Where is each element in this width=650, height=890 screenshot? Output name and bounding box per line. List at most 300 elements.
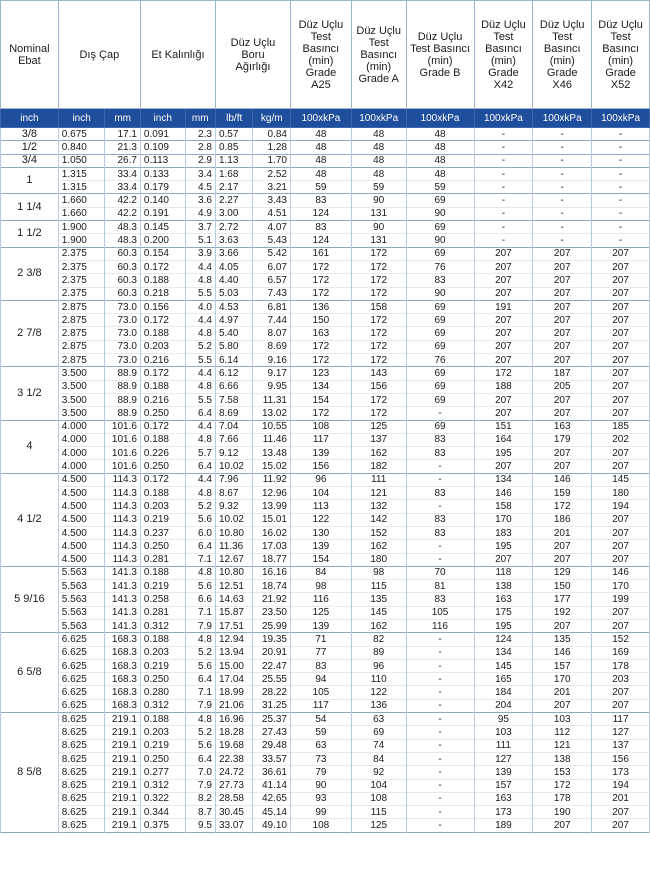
table-cell: 219.1 [105, 713, 140, 726]
table-row [1, 420, 650, 433]
table-cell: 105 [406, 606, 474, 619]
table-cell: 151 [474, 420, 533, 433]
table-cell: 12.67 [215, 553, 253, 566]
table-cell: 201 [533, 686, 592, 699]
table-cell: 175 [474, 606, 533, 619]
table-cell: - [406, 659, 474, 672]
table-cell: 1.315 [58, 181, 105, 194]
table-cell: 69 [406, 367, 474, 380]
table-cell: 153 [533, 766, 592, 779]
table-cell: 4.500 [58, 473, 105, 486]
table-cell: 207 [533, 407, 592, 420]
table-cell: 172 [351, 327, 406, 340]
table-cell: 6.12 [215, 367, 253, 380]
table-row [1, 473, 650, 486]
table-cell: 207 [592, 340, 650, 353]
table-cell: - [592, 234, 650, 247]
table-cell: 1.68 [215, 167, 253, 180]
table-cell: - [474, 221, 533, 234]
table-cell: 207 [533, 354, 592, 367]
table-cell: 4.000 [58, 420, 105, 433]
table-row [1, 699, 650, 712]
table-cell: 194 [592, 500, 650, 513]
table-cell: 164 [474, 433, 533, 446]
table-cell: 207 [474, 274, 533, 287]
table-cell: 117 [290, 433, 351, 446]
table-cell: 60.3 [105, 260, 140, 273]
table-cell: - [592, 154, 650, 167]
table-cell: 21.06 [215, 699, 253, 712]
table-cell: 150 [290, 314, 351, 327]
table-cell: 0.280 [140, 686, 185, 699]
table-cell: 207 [533, 819, 592, 832]
table-cell: 154 [290, 553, 351, 566]
table-cell: 90 [406, 287, 474, 300]
table-cell: 89 [351, 646, 406, 659]
table-cell: 4.0 [185, 300, 215, 313]
table-cell: 152 [351, 526, 406, 539]
table-cell: - [406, 633, 474, 646]
table-cell: 134 [474, 473, 533, 486]
table-cell: - [592, 128, 650, 141]
header-wall-thickness: Et Kalınlığı [140, 1, 215, 109]
table-cell: 207 [592, 367, 650, 380]
table-row [1, 167, 650, 180]
table-cell: 0.675 [58, 128, 105, 141]
table-cell: 180 [592, 487, 650, 500]
table-cell: 48.3 [105, 234, 140, 247]
table-row [1, 500, 650, 513]
table-row [1, 300, 650, 313]
table-cell: 142 [351, 513, 406, 526]
table-cell: 138 [474, 580, 533, 593]
table-cell: 114.3 [105, 540, 140, 553]
table-cell: 195 [474, 619, 533, 632]
table-cell: - [406, 779, 474, 792]
table-body [1, 128, 650, 833]
table-cell: 7.1 [185, 606, 215, 619]
table-cell: 182 [351, 460, 406, 473]
table-cell: 7.9 [185, 779, 215, 792]
table-cell: 124 [474, 633, 533, 646]
table-cell: 73.0 [105, 340, 140, 353]
table-row [1, 606, 650, 619]
table-cell: 162 [351, 540, 406, 553]
table-cell: 168.3 [105, 686, 140, 699]
table-cell: 207 [474, 354, 533, 367]
table-cell: 188 [474, 380, 533, 393]
table-cell: 63 [351, 713, 406, 726]
table-cell: 21.3 [105, 141, 140, 154]
table-cell: 0.840 [58, 141, 105, 154]
table-cell: - [533, 207, 592, 220]
table-cell: 172 [351, 354, 406, 367]
table-cell: 207 [474, 460, 533, 473]
table-cell: 135 [533, 633, 592, 646]
table-cell: 17.04 [215, 673, 253, 686]
table-cell: 6.57 [253, 274, 291, 287]
table-cell: 207 [592, 513, 650, 526]
table-row [1, 792, 650, 805]
table-row [1, 447, 650, 460]
table-cell: 207 [474, 247, 533, 260]
table-cell: 3.9 [185, 247, 215, 260]
table-cell: 16.16 [253, 566, 291, 579]
table-cell: 2.27 [215, 194, 253, 207]
table-row [1, 766, 650, 779]
table-cell: 4.53 [215, 300, 253, 313]
table-cell: 194 [592, 779, 650, 792]
table-cell: 10.80 [215, 526, 253, 539]
table-cell: 115 [351, 580, 406, 593]
table-row [1, 646, 650, 659]
table-cell: 130 [290, 526, 351, 539]
table-cell: 14.63 [215, 593, 253, 606]
table-cell: 4.500 [58, 540, 105, 553]
table-cell: 219.1 [105, 726, 140, 739]
table-cell: 69 [351, 726, 406, 739]
unit-label: mm [185, 109, 215, 128]
table-cell: 207 [533, 287, 592, 300]
table-cell: 3.500 [58, 407, 105, 420]
nominal-size-cell: 1 1/4 [1, 194, 59, 221]
table-cell: 26.7 [105, 154, 140, 167]
table-cell: 105 [290, 686, 351, 699]
table-cell: 8.625 [58, 806, 105, 819]
table-cell: 4.97 [215, 314, 253, 327]
table-cell: 2.875 [58, 340, 105, 353]
table-cell: 5.563 [58, 593, 105, 606]
table-cell: 88.9 [105, 393, 140, 406]
table-cell: - [474, 128, 533, 141]
table-cell: 15.02 [253, 460, 291, 473]
table-cell: 0.191 [140, 207, 185, 220]
table-cell: 4.8 [185, 433, 215, 446]
table-cell: 0.109 [140, 141, 185, 154]
table-cell: 162 [351, 447, 406, 460]
table-cell: 1.28 [253, 141, 291, 154]
table-cell: 69 [406, 327, 474, 340]
table-cell: 33.07 [215, 819, 253, 832]
table-cell: 17.51 [215, 619, 253, 632]
table-cell: 2.9 [185, 154, 215, 167]
table-cell: 5.2 [185, 726, 215, 739]
table-cell: 73 [290, 752, 351, 765]
table-cell: 116 [290, 593, 351, 606]
table-cell: 90 [406, 234, 474, 247]
table-cell: 2.375 [58, 287, 105, 300]
table-cell: 8.625 [58, 739, 105, 752]
table-cell: 13.99 [253, 500, 291, 513]
table-cell: 4.4 [185, 314, 215, 327]
table-cell: 0.188 [140, 380, 185, 393]
table-row [1, 234, 650, 247]
table-row [1, 433, 650, 446]
table-cell: 150 [533, 580, 592, 593]
table-cell: 0.188 [140, 327, 185, 340]
table-cell: 6.625 [58, 659, 105, 672]
table-cell: 7.04 [215, 420, 253, 433]
unit-label: 100xkPa [406, 109, 474, 128]
table-row [1, 314, 650, 327]
table-cell: 207 [474, 260, 533, 273]
table-cell: 60.3 [105, 274, 140, 287]
table-cell: 0.203 [140, 340, 185, 353]
table-cell: 45.14 [253, 806, 291, 819]
table-cell: 13.94 [215, 646, 253, 659]
table-cell: - [533, 128, 592, 141]
table-cell: 172 [533, 779, 592, 792]
table-cell: 114.3 [105, 553, 140, 566]
table-cell: 0.219 [140, 513, 185, 526]
table-cell: - [533, 141, 592, 154]
table-cell: 125 [351, 420, 406, 433]
table-cell: 4.8 [185, 633, 215, 646]
table-cell: 170 [474, 513, 533, 526]
table-cell: 3.63 [215, 234, 253, 247]
nominal-size-cell: 1/2 [1, 141, 59, 154]
table-cell: 125 [290, 606, 351, 619]
table-cell: 60.3 [105, 287, 140, 300]
table-cell: 5.6 [185, 580, 215, 593]
table-cell: 2.875 [58, 354, 105, 367]
table-cell: 111 [474, 739, 533, 752]
table-cell: 8.625 [58, 766, 105, 779]
table-cell: 17.1 [105, 128, 140, 141]
table-cell: 6.625 [58, 646, 105, 659]
table-cell: 178 [533, 792, 592, 805]
table-cell: 6.625 [58, 699, 105, 712]
table-cell: 0.250 [140, 752, 185, 765]
table-cell: 145 [592, 473, 650, 486]
table-cell: 131 [351, 207, 406, 220]
table-cell: 4.500 [58, 513, 105, 526]
table-cell: 3.500 [58, 393, 105, 406]
table-cell: 59 [406, 181, 474, 194]
table-row [1, 779, 650, 792]
table-cell: 13.02 [253, 407, 291, 420]
table-cell: 0.281 [140, 553, 185, 566]
table-cell: 83 [290, 659, 351, 672]
table-cell: 195 [474, 540, 533, 553]
table-cell: 156 [290, 460, 351, 473]
table-cell: 108 [290, 819, 351, 832]
table-row [1, 540, 650, 553]
units-row [1, 109, 650, 128]
table-cell: 83 [406, 447, 474, 460]
table-row [1, 354, 650, 367]
table-cell: 6.81 [253, 300, 291, 313]
table-cell: 0.218 [140, 287, 185, 300]
table-cell: 158 [351, 300, 406, 313]
table-cell: 124 [290, 234, 351, 247]
table-cell: 6.4 [185, 752, 215, 765]
table-row [1, 819, 650, 832]
table-cell: 207 [474, 287, 533, 300]
table-cell: 0.188 [140, 633, 185, 646]
table-row [1, 380, 650, 393]
table-cell: 137 [351, 433, 406, 446]
table-cell: 0.188 [140, 487, 185, 500]
table-cell: 4.07 [253, 221, 291, 234]
table-cell: 33.57 [253, 752, 291, 765]
table-cell: 42.2 [105, 194, 140, 207]
table-cell: - [474, 167, 533, 180]
table-cell: 18.99 [215, 686, 253, 699]
table-cell: 186 [533, 513, 592, 526]
table-cell: 177 [533, 593, 592, 606]
table-cell: 0.145 [140, 221, 185, 234]
table-cell: 18.28 [215, 726, 253, 739]
table-cell: 191 [474, 300, 533, 313]
table-cell: 48 [351, 167, 406, 180]
table-cell: 0.250 [140, 540, 185, 553]
table-cell: 207 [533, 300, 592, 313]
table-cell: 83 [406, 274, 474, 287]
table-cell: 0.154 [140, 247, 185, 260]
table-cell: 24.72 [215, 766, 253, 779]
table-cell: 7.9 [185, 619, 215, 632]
table-cell: 6.4 [185, 407, 215, 420]
table-cell: 0.203 [140, 500, 185, 513]
table-cell: 5.6 [185, 739, 215, 752]
table-cell: 207 [533, 460, 592, 473]
table-cell: 185 [592, 420, 650, 433]
table-cell: 10.02 [215, 513, 253, 526]
table-cell: 77 [290, 646, 351, 659]
table-cell: 138 [533, 752, 592, 765]
table-cell: 3.66 [215, 247, 253, 260]
table-cell: 70 [406, 566, 474, 579]
table-cell: 4.4 [185, 367, 215, 380]
table-cell: 0.216 [140, 354, 185, 367]
table-cell: 0.250 [140, 407, 185, 420]
table-cell: 7.66 [215, 433, 253, 446]
table-cell: 207 [592, 327, 650, 340]
table-cell: 6.625 [58, 673, 105, 686]
table-cell: 5.5 [185, 393, 215, 406]
table-cell: 83 [406, 513, 474, 526]
table-cell: 7.1 [185, 686, 215, 699]
table-cell: 11.31 [253, 393, 291, 406]
table-cell: 11.92 [253, 473, 291, 486]
table-cell: 2.375 [58, 247, 105, 260]
table-cell: 6.14 [215, 354, 253, 367]
table-cell: 15.87 [215, 606, 253, 619]
table-cell: 207 [533, 540, 592, 553]
table-cell: 96 [351, 659, 406, 672]
table-cell: 207 [592, 619, 650, 632]
table-cell: 1.050 [58, 154, 105, 167]
table-cell: 42.2 [105, 207, 140, 220]
table-cell: 6.4 [185, 673, 215, 686]
header-row [1, 1, 650, 109]
table-cell: 0.344 [140, 806, 185, 819]
table-cell: 172 [290, 407, 351, 420]
table-cell: 27.43 [253, 726, 291, 739]
table-cell: 0.200 [140, 234, 185, 247]
table-cell: 207 [592, 274, 650, 287]
table-cell: 48 [351, 154, 406, 167]
table-cell: 0.172 [140, 367, 185, 380]
table-cell: 4.8 [185, 713, 215, 726]
table-cell: 187 [533, 367, 592, 380]
table-cell: 143 [351, 367, 406, 380]
table-row [1, 460, 650, 473]
table-cell: 207 [592, 354, 650, 367]
table-cell: 5.42 [253, 247, 291, 260]
table-cell: 74 [351, 739, 406, 752]
table-row [1, 713, 650, 726]
table-cell: 207 [533, 393, 592, 406]
table-cell: 141.3 [105, 593, 140, 606]
table-cell: 4.05 [215, 260, 253, 273]
table-cell: 204 [474, 699, 533, 712]
table-cell: 172 [290, 274, 351, 287]
table-cell: 207 [474, 340, 533, 353]
table-cell: 207 [474, 553, 533, 566]
table-cell: - [406, 726, 474, 739]
table-cell: 0.188 [140, 433, 185, 446]
table-cell: 169 [592, 646, 650, 659]
table-cell: 172 [351, 340, 406, 353]
table-cell: 5.2 [185, 646, 215, 659]
table-cell: 9.95 [253, 380, 291, 393]
table-cell: 145 [351, 606, 406, 619]
table-cell: 114.3 [105, 500, 140, 513]
table-cell: 108 [290, 420, 351, 433]
unit-label: kg/m [253, 109, 291, 128]
table-cell: 104 [290, 487, 351, 500]
table-cell: 0.216 [140, 393, 185, 406]
table-cell: 0.133 [140, 167, 185, 180]
table-cell: 95 [474, 713, 533, 726]
table-cell: 2.52 [253, 167, 291, 180]
table-cell: 4.500 [58, 487, 105, 500]
table-cell: 114.3 [105, 513, 140, 526]
table-cell: - [406, 553, 474, 566]
table-cell: 207 [592, 287, 650, 300]
table-cell: 48 [351, 141, 406, 154]
table-cell: 7.1 [185, 553, 215, 566]
table-cell: 103 [474, 726, 533, 739]
table-cell: - [474, 234, 533, 247]
table-cell: 83 [406, 526, 474, 539]
table-row [1, 221, 650, 234]
table-cell: 90 [351, 221, 406, 234]
table-cell: 0.237 [140, 526, 185, 539]
table-cell: 69 [406, 194, 474, 207]
nominal-size-cell: 4 [1, 420, 59, 473]
table-cell: 83 [290, 221, 351, 234]
table-cell: 10.80 [215, 566, 253, 579]
table-cell: 207 [533, 619, 592, 632]
table-cell: 127 [474, 752, 533, 765]
table-cell: 112 [533, 726, 592, 739]
table-cell: 4.4 [185, 260, 215, 273]
table-cell: 8.7 [185, 806, 215, 819]
table-cell: 0.250 [140, 673, 185, 686]
table-cell: 207 [474, 314, 533, 327]
table-row [1, 260, 650, 273]
table-cell: 136 [290, 300, 351, 313]
table-cell: 203 [592, 673, 650, 686]
table-cell: 2.875 [58, 300, 105, 313]
table-cell: 19.68 [215, 739, 253, 752]
nominal-size-cell: 1 [1, 167, 59, 194]
table-cell: 83 [406, 433, 474, 446]
table-row [1, 752, 650, 765]
